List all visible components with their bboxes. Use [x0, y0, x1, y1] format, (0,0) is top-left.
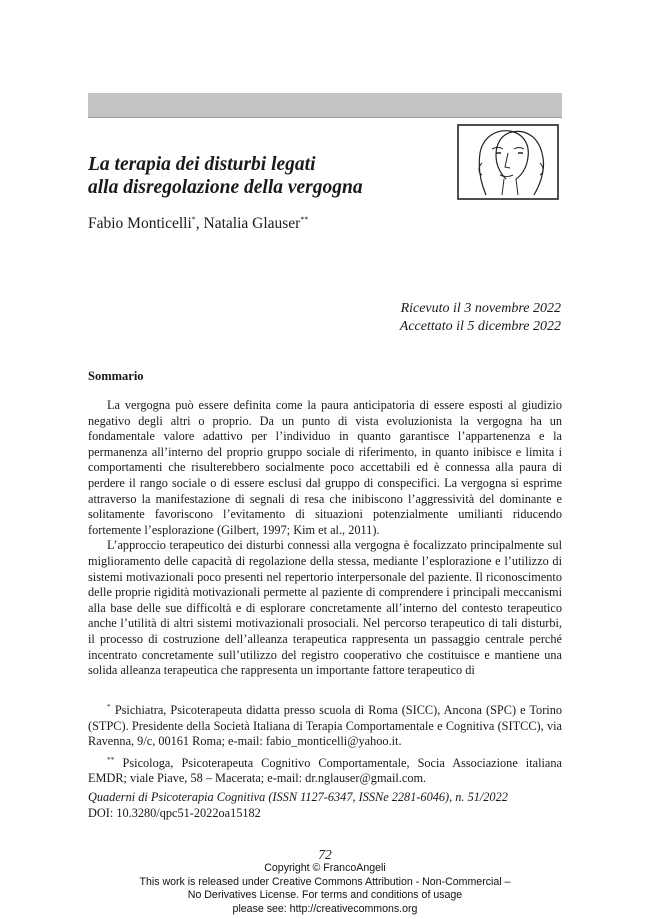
footnote-text: Psicologa, Psicoterapeuta Cognitivo Comportamentale, Socia Associazione italiana EMDR; viale Piave, 58 – Macerata; e-mail: dr.nglauser@gmail.com.	[88, 755, 562, 786]
journal-reference: Quaderni di Psicoterapia Cognitiva (ISSN 1127-6347, ISSNe 2281-6046), n. 51/2022	[88, 790, 508, 804]
footnote-mark: **	[300, 215, 309, 224]
license-line: No Derivatives License. For terms and conditions of usage	[187, 889, 463, 902]
title-line-2: alla disregolazione della vergogna	[88, 177, 363, 198]
received-date: Ricevuto il 3 novembre 2022	[400, 301, 561, 316]
abstract-paragraph: La vergogna può essere definita come la paura anticipatoria di essere esposti al giudizio negativo degli altri o proprio. Da un punto di vista evoluzionista la vergogna ha un fondamentale valore adattivo per l’individuo in quanto garantisce l’appartenenza e la permanenza all’interno del proprio gruppo sociale di riferimento, in quanto inibisce e limita i comportamenti che risulterebbero socialmente poco accettabili ed è connessa alla paura di perdere il rango sociale o di essere esclusi dal gruppo di conspecifici. La vergogna si esprime attraverso la manifestazione di segnali di resa che inibiscono l’aggressività del dominante e solitamente favoriscono l’evitamento di situazioni potenzialmente umilianti riducendo fortemente l’esplorazione (Gilbert, 1997; Kim et al., 2011).	[88, 398, 562, 537]
footnotes	[88, 699, 562, 789]
footnote	[88, 699, 562, 750]
abstract-body	[88, 398, 562, 679]
copyright-line: Copyright © FrancoAngeli	[264, 862, 386, 874]
footnote-mark: **	[107, 754, 115, 764]
title-line-1: La terapia dei disturbi legati	[88, 154, 316, 175]
doi: DOI: 10.3280/qpc51-2022oa15182	[88, 805, 261, 820]
submission-dates	[400, 300, 561, 336]
footnote-mark: *	[191, 215, 196, 224]
header-bar	[88, 93, 562, 118]
page-number: 72	[318, 847, 332, 862]
article-title	[88, 153, 448, 199]
author-name: Natalia Glauser	[203, 215, 301, 232]
abstract-paragraph: L’approccio terapeutico dei disturbi connessi alla vergogna è focalizzato principalmente sul miglioramento delle capacità di regolazione della stessa, mediante l’esplorazione e l’utilizzo di sistemi motivazionali poco presenti nel repertorio interpersonale del paziente. Il riconoscimento delle proprie rigidità motivazionali permette al paziente di comprendere i principali meccanismi alla base delle sue difficoltà e di esplorare concretamente all’interno del contesto terapeutico anche l’utilità di altri sistemi motivazionali prosociali. Nel percorso terapeutico di tali disturbi, il processo di costruzione dell’alleanza terapeutica rappresenta un passaggio centrale perché incentrato concretamente sull’utilizzo del registro cooperativo che costituisce e mantiene una solida alleanza terapeutica che rappresenta un importante fattore terapeutico di	[88, 538, 562, 678]
journal-logo	[456, 123, 560, 201]
faces-drawing-icon	[456, 123, 560, 201]
license-notice	[0, 862, 650, 916]
author-separator: ,	[195, 215, 204, 232]
license-line: This work is released under Creative Commons Attribution - Non-Commercial –	[139, 875, 511, 888]
license-link: please see: http://creativecommons.org	[232, 902, 418, 915]
accepted-date: Accettato il 5 dicembre 2022	[399, 319, 561, 334]
abstract-heading: Sommario	[88, 369, 144, 383]
author-list	[88, 211, 308, 233]
journal-citation	[88, 790, 568, 821]
footnote	[88, 752, 562, 787]
footnote-text: Psichiatra, Psicoterapeuta didatta presso scuola di Roma (SICC), Ancona (SPC) e Torino (STPC). Presidente della Società Italiana di Terapia Comportamentale e Cognitiva (SITCC), via Ravenna, 9/c, 00161 Roma; e-mail: fabio_monticelli@yahoo.it.	[88, 703, 562, 749]
footnote-mark: *	[107, 702, 111, 711]
author-name: Fabio Monticelli	[88, 215, 192, 232]
